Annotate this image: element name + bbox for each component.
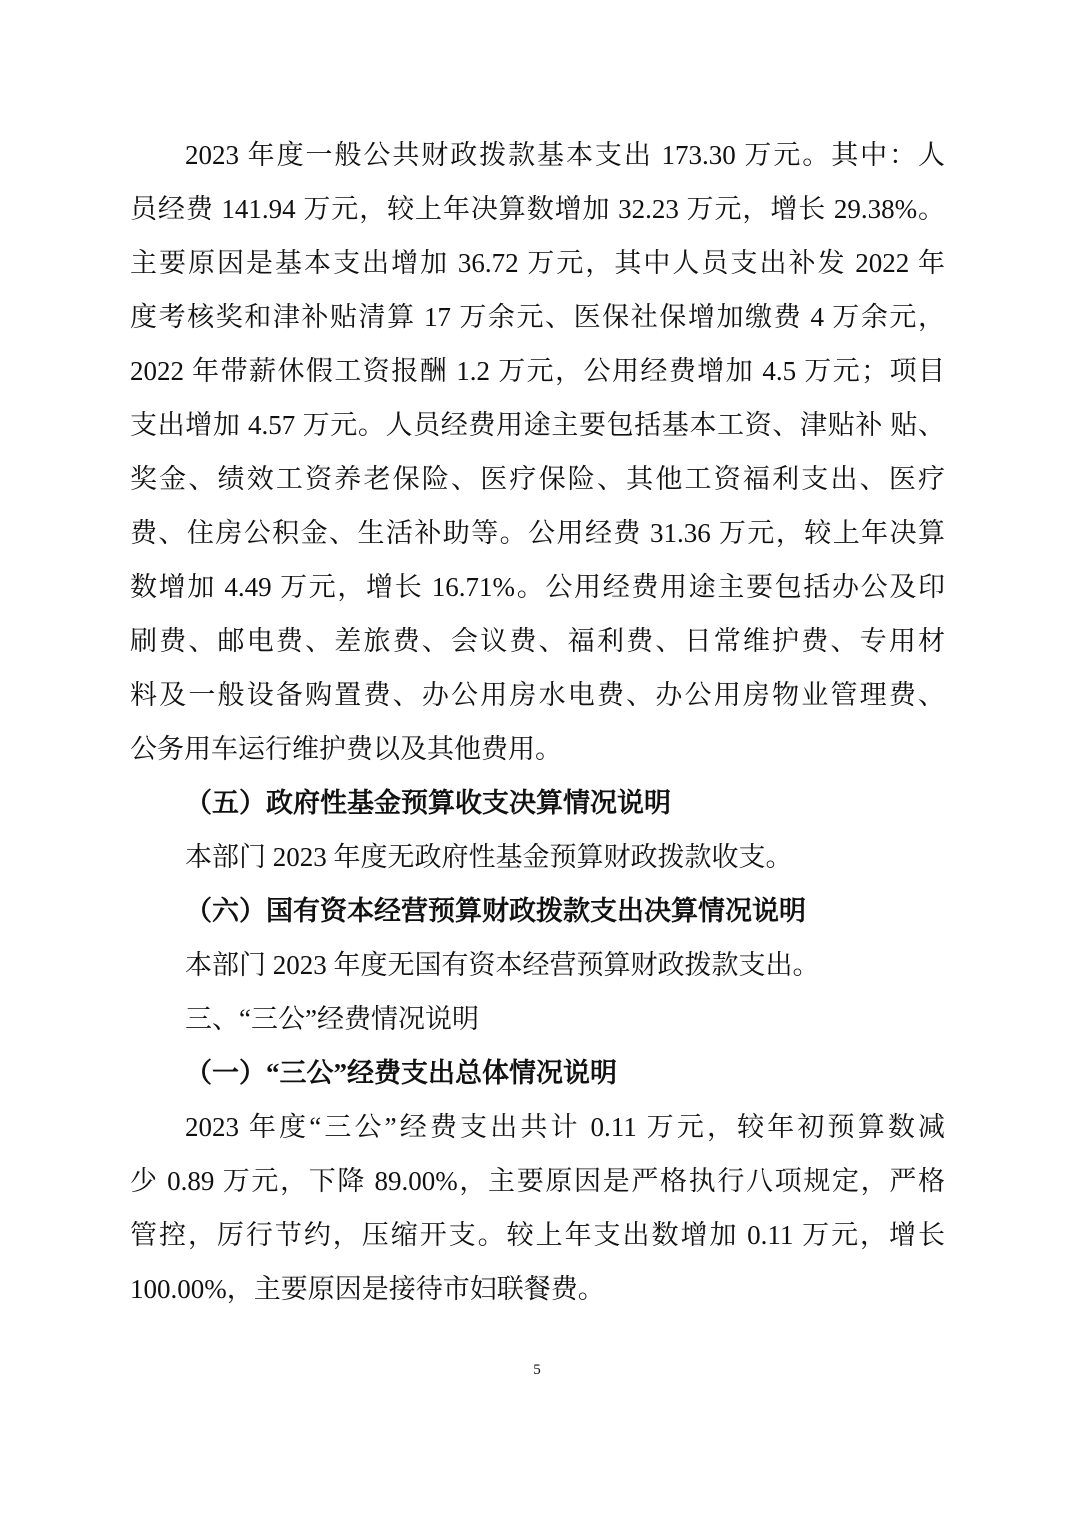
text-line: 度考核奖和津补贴清算 17 万余元、医保社保增加缴费 4 万余元， [130,302,945,332]
text-line: 100.00%，主要原因是接待市妇联餐费。 [130,1274,605,1304]
text-line: 本部门 2023 年度无国有资本经营预算财政拨款支出。 [185,950,820,980]
text-line: 主要原因是基本支出增加 36.72 万元，其中人员支出补发 2022 年 [130,248,945,278]
text-line: 刷费、邮电费、差旅费、会议费、福利费、日常维护费、专用材 [130,626,945,656]
text-line: 三、“三公”经费情况说明 [185,1004,479,1034]
text-line: 奖金、绩效工资养老保险、医疗保险、其他工资福利支出、医疗 [130,464,945,494]
text-line: 管控，厉行节约，压缩开支。较上年支出数增加 0.11 万元，增长 [130,1220,945,1250]
text-line: 数增加 4.49 万元，增长 16.71%。公用经费用途主要包括办公及印 [130,572,945,602]
text-line: 2022 年带薪休假工资报酬 1.2 万元，公用经费增加 4.5 万元；项目 [130,356,945,386]
text-line: 费、住房公积金、生活补助等。公用经费 31.36 万元，较上年决算 [130,518,945,548]
text-line: 公务用车运行维护费以及其他费用。 [130,734,562,764]
text-line: 少 0.89 万元，下降 89.00%，主要原因是严格执行八项规定，严格 [130,1166,945,1196]
text-line: 2023 年度“三公”经费支出共计 0.11 万元，较年初预算数减 [185,1112,945,1142]
text-line: 本部门 2023 年度无政府性基金预算财政拨款收支。 [185,842,793,872]
page-number: 5 [533,1362,541,1378]
text-line: 支出增加 4.57 万元。人员经费用途主要包括基本工资、津贴补 贴、 [130,410,945,440]
section-heading: （五）政府性基金预算收支决算情况说明 [185,788,671,818]
text-line: 料及一般设备购置费、办公用房水电费、办公用房物业管理费、 [130,680,945,710]
section-heading: （六）国有资本经营预算财政拨款支出决算情况说明 [185,896,806,926]
text-line: 2023 年度一般公共财政拨款基本支出 173.30 万元。其中：人 [185,140,945,170]
section-heading: （一）“三公”经费支出总体情况说明 [185,1058,617,1088]
text-line: 员经费 141.94 万元，较上年决算数增加 32.23 万元，增长 29.38%。 [130,194,945,224]
